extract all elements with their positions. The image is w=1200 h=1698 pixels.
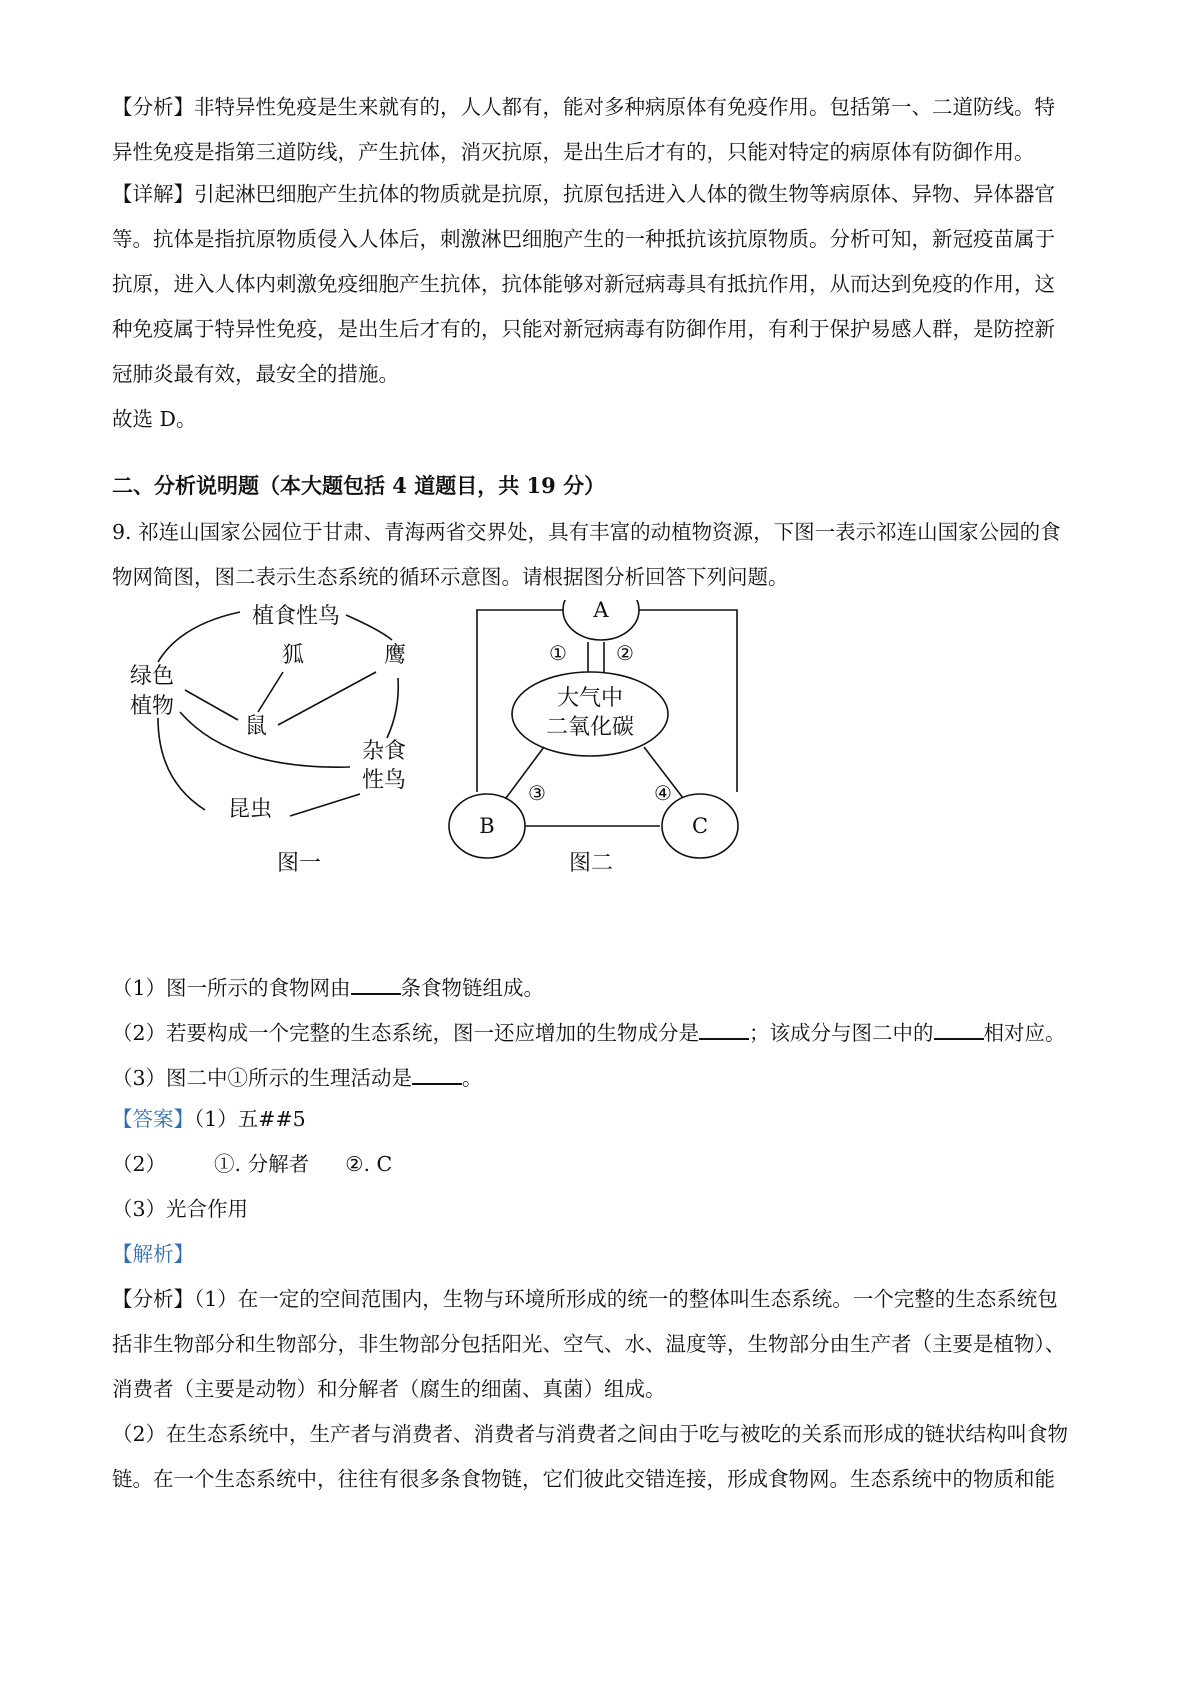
marker-4: ④ xyxy=(654,781,672,805)
arrow-mouse-eagle xyxy=(278,672,376,725)
answer-blank xyxy=(699,1020,749,1040)
answer-tag: 【答案】 xyxy=(112,1107,194,1131)
q3-text: （3）图二中①所示的生理活动是 xyxy=(112,1066,413,1090)
answer-blank xyxy=(351,975,401,995)
question-line: 9. 祁连山国家公园位于甘肃、青海两省交界处，具有丰富的动植物资源，下图一表示祁连山国家公园的食 xyxy=(112,520,1061,544)
answer-blank xyxy=(934,1020,984,1040)
q1-text: （1）图一所示的食物网由 xyxy=(112,976,351,1000)
node-co2-line2: 二氧化碳 xyxy=(545,715,635,740)
marker-2: ② xyxy=(616,641,634,665)
marker-1: ① xyxy=(549,641,567,665)
q3-text-end: 。 xyxy=(462,1066,483,1090)
detail-line: 种免疫属于特异性免疫，是出生后才有的，只能对新冠病毒有防御作用，有利于保护易感人群，是防控新 xyxy=(112,317,1055,341)
node-omnivore-bird-line1: 杂食 xyxy=(362,739,407,764)
detail-conclusion: 故选 D。 xyxy=(112,407,197,431)
arrow-plant-herbivore-bird xyxy=(158,612,240,662)
q2-text-mid: ；该成分与图二中的 xyxy=(749,1021,934,1045)
cycle-figure xyxy=(449,600,738,876)
arrow-mouse-fox xyxy=(258,672,283,712)
arrow-insect-omnivore-bird xyxy=(290,794,360,816)
answer-block xyxy=(112,1097,1102,1277)
arrow-plant-mouse xyxy=(185,690,238,720)
analysis-line: 括非生物部分和生物部分，非生物部分包括阳光、空气、水、温度等，生物部分由生产者（主要是植物）、 xyxy=(112,1332,1066,1356)
analysis-line: 链。在一个生态系统中，往往有很多条食物链，它们彼此交错连接，形成食物网。生态系统中的物质和能 xyxy=(112,1467,1055,1491)
node-green-plant-line1: 绿色 xyxy=(130,664,175,689)
food-web-figure xyxy=(130,604,406,876)
analysis-line: （2）在生态系统中，生产者与消费者、消费者与消费者之间由于吃与被吃的关系而形成的链状结构叫食物 xyxy=(112,1422,1069,1446)
q2-text-end: 相对应。 xyxy=(983,1021,1066,1045)
subquestions xyxy=(112,966,1102,1101)
explanation-tag: 【解析】 xyxy=(112,1242,194,1266)
marker-3: ③ xyxy=(528,781,546,805)
node-eagle: 鹰 xyxy=(384,643,407,668)
analysis-tag: 【分析】 xyxy=(112,95,194,119)
node-fox: 狐 xyxy=(282,643,305,668)
arrow-omnivore-bird-eagle xyxy=(387,678,398,738)
node-b-label: B xyxy=(479,814,495,838)
detail-block xyxy=(112,172,1102,442)
node-co2-line1: 大气中 xyxy=(556,686,624,711)
answer-2-part2: ②. C xyxy=(345,1152,393,1176)
detail-line: 引起淋巴细胞产生抗体的物质就是抗原，抗原包括进入人体的微生物等病原体、异物、异体器官 xyxy=(194,182,1055,206)
node-insect: 昆虫 xyxy=(228,797,273,822)
detail-line: 冠肺炎最有效，最安全的措施。 xyxy=(112,362,399,386)
question-9 xyxy=(112,510,1102,600)
arrow-plant-insect xyxy=(158,718,205,810)
figure2-caption: 图二 xyxy=(569,851,614,876)
section-heading: 二、分析说明题（本大题包括 4 道题目，共 19 分） xyxy=(112,473,606,498)
answer-blank xyxy=(412,1065,462,1085)
node-co2-ellipse xyxy=(512,672,668,756)
answer-1: （1）五##5 xyxy=(194,1107,306,1131)
detail-line: 等。抗体是指抗原物质侵入人体后，刺激淋巴细胞产生的一种抵抗该抗原物质。分析可知，新冠疫苗属于 xyxy=(112,227,1055,251)
analysis-block-2 xyxy=(112,1277,1102,1502)
node-mouse: 鼠 xyxy=(245,714,268,739)
answer-2-part1: ①. 分解者 xyxy=(214,1152,310,1176)
analysis-line: 消费者（主要是动物）和分解者（腐生的细菌、真菌）组成。 xyxy=(112,1377,666,1401)
node-c-label: C xyxy=(691,814,709,838)
node-green-plant-line2: 植物 xyxy=(130,694,175,719)
answer-3: （3）光合作用 xyxy=(112,1197,249,1221)
diagrams xyxy=(0,600,1200,890)
node-a-label: A xyxy=(593,600,609,622)
arrow-herbivore-bird-eagle xyxy=(346,615,392,640)
node-omnivore-bird-line2: 性鸟 xyxy=(362,768,407,793)
detail-line: 抗原，进入人体内刺激免疫细胞产生抗体，抗体能够对新冠病毒具有抵抗作用，从而达到免疫的作用，这 xyxy=(112,272,1055,296)
detail-tag: 【详解】 xyxy=(112,182,194,206)
analysis-tag: 【分析】 xyxy=(112,1287,194,1311)
q2-text: （2）若要构成一个完整的生态系统，图一还应增加的生物成分是 xyxy=(112,1021,700,1045)
question-line: 物网简图，图二表示生态系统的循环示意图。请根据图分析回答下列问题。 xyxy=(112,565,789,589)
q1-text-end: 条食物链组成。 xyxy=(400,976,545,1000)
answer-2-label: （2） xyxy=(112,1152,167,1176)
analysis-block-1 xyxy=(112,85,1102,175)
analysis-line: 异性免疫是指第三道防线，产生抗体，消灭抗原，是出生后才有的，只能对特定的病原体有防御作用。 xyxy=(112,140,1035,164)
analysis-line: 非特异性免疫是生来就有的，人人都有，能对多种病原体有免疫作用。包括第一、二道防线。特 xyxy=(194,95,1055,119)
analysis-line: （1）在一定的空间范围内，生物与环境所形成的统一的整体叫生态系统。一个完整的生态系统包 xyxy=(194,1287,1058,1311)
figure1-caption: 图一 xyxy=(277,851,322,876)
node-herbivore-bird: 植食性鸟 xyxy=(252,604,341,630)
